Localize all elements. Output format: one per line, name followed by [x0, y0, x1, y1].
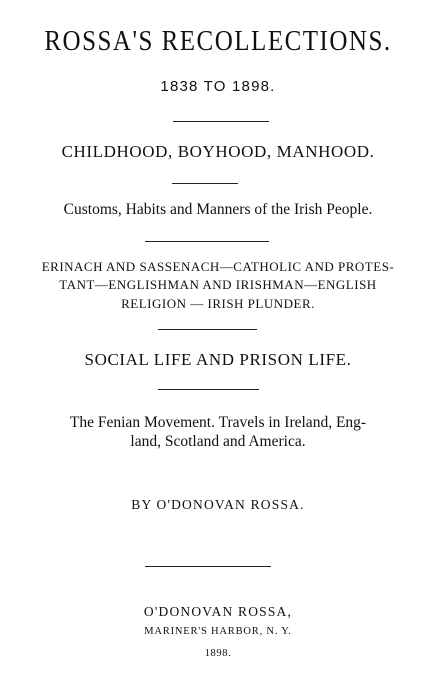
- publication-year: 1898.: [204, 648, 232, 659]
- divider-rule-1: [173, 121, 269, 122]
- topics-line-3: RELIGION — IRISH PLUNDER.: [121, 296, 315, 311]
- section-childhood: CHILDHOOD, BOYHOOD, MANHOOD.: [61, 142, 375, 161]
- divider-rule-5: [158, 389, 259, 390]
- section-social: SOCIAL LIFE AND PRISON LIFE.: [84, 350, 352, 369]
- divider-rule-3: [145, 241, 269, 242]
- divider-rule-2: [172, 183, 238, 184]
- book-title: ROSSA'S RECOLLECTIONS.: [44, 26, 392, 58]
- divider-rule-6: [145, 566, 271, 567]
- section-customs: Customs, Habits and Manners of the Irish People.: [63, 201, 373, 218]
- fenian-line-1: The Fenian Movement. Travels in Ireland, Eng-: [69, 414, 367, 431]
- author-line: BY O'DONOVAN ROSSA.: [131, 497, 305, 512]
- topics-line-2: TANT—ENGLISHMAN AND IRISHMAN—ENGLISH: [59, 277, 377, 292]
- publisher-name: O'DONOVAN ROSSA,: [143, 604, 293, 619]
- fenian-line-2: land, Scotland and America.: [130, 433, 306, 450]
- publisher-address: MARINER'S HARBOR, N. Y.: [144, 626, 292, 637]
- date-range: 1838 TO 1898.: [160, 78, 276, 95]
- divider-rule-4: [158, 329, 257, 330]
- topics-line-1: ERINACH AND SASSENACH—CATHOLIC AND PROTES-: [41, 259, 395, 274]
